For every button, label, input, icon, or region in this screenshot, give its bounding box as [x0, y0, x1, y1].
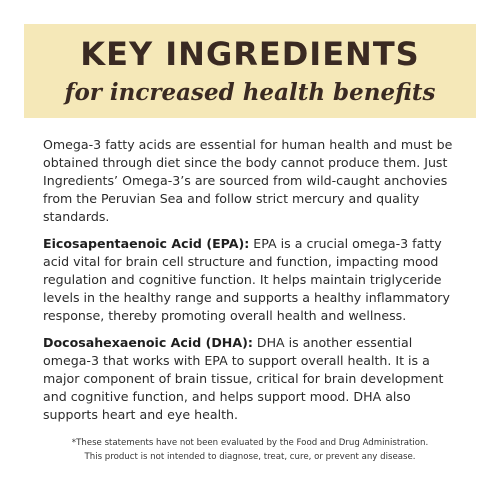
dha-paragraph [43, 334, 463, 424]
fda-disclaimer [40, 436, 460, 464]
disclaimer-line-1: *These statements have not been evaluated by the Food and Drug Administration. [71, 438, 429, 448]
dha-description: DHA is another essential omega-3 that works with EPA to support overall health. It is a major component of brain tissue, critical for brain development and cognitive function, and helps support mood. DHA also supports heart and eye health. [43, 335, 444, 422]
intro-paragraph: Omega-3 fatty acids are essential for human health and must be obtained through diet since the body cannot produce them. Just Ingredients’ Omega-3’s are sourced from wild-caught anchovies from the Peruvian Sea and follow strict mercury and quality standards. [43, 137, 453, 224]
header-banner [24, 24, 476, 118]
disclaimer-line-2: This product is not intended to diagnose, treat, cure, or prevent any disease. [84, 452, 416, 462]
dha-heading: Docosahexaenoic Acid (DHA): [43, 335, 253, 350]
epa-paragraph [43, 235, 463, 325]
page-title: KEY INGREDIENTS [80, 35, 420, 73]
epa-description: EPA is a crucial omega-3 fatty acid vital for brain cell structure and function, impacting mood regulation and cognitive function. It helps maintain triglyceride levels in the healthy range and supports a healthy inflammatory response, thereby promoting overall health and wellness. [43, 236, 450, 323]
epa-heading: Eicosapentaenoic Acid (EPA): [43, 236, 250, 251]
page-subtitle: for increased health benefits [64, 79, 436, 106]
